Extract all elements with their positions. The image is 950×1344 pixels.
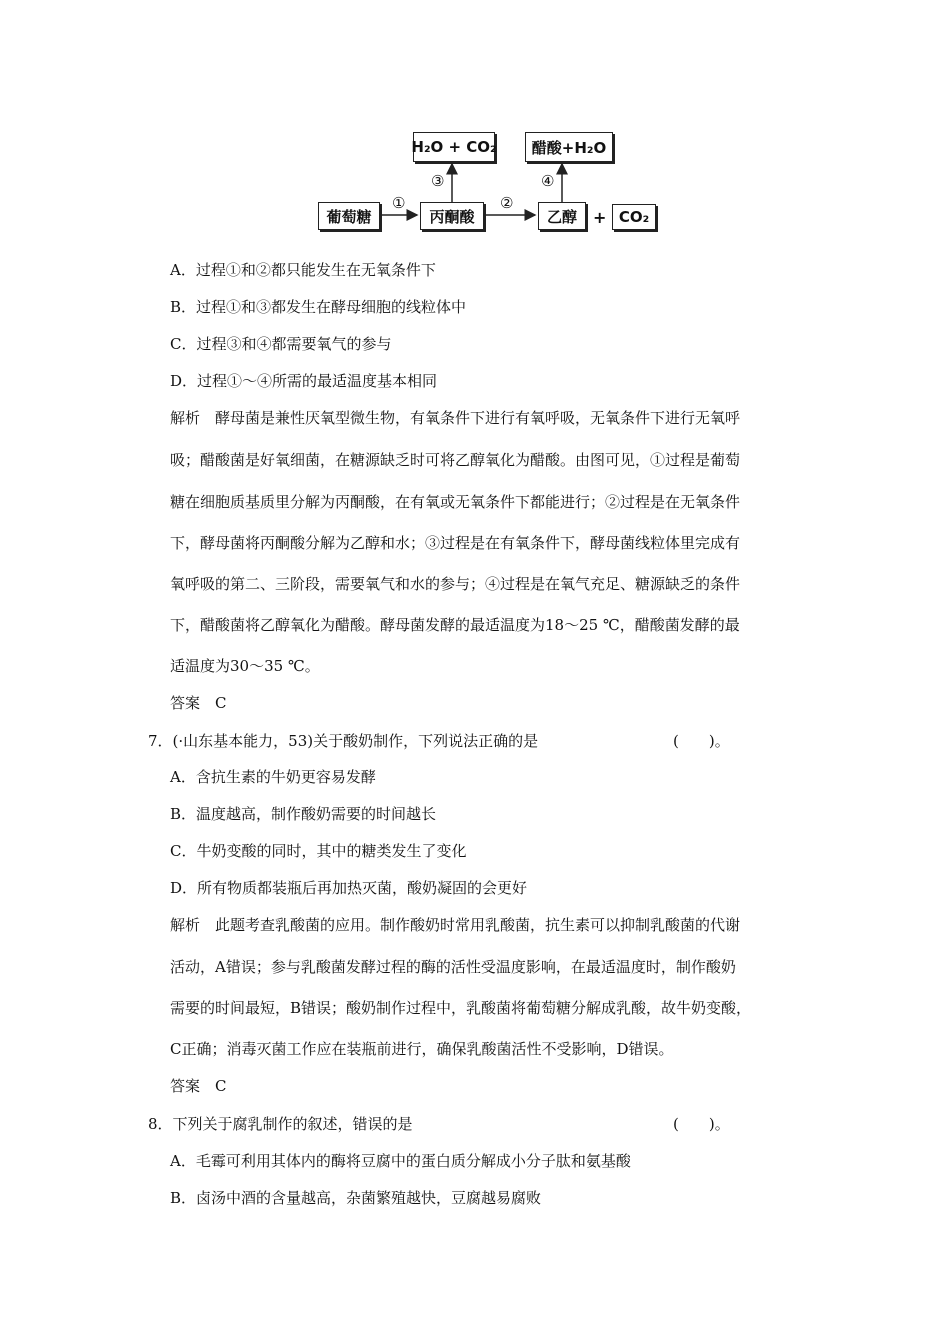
- plus-sign: +: [593, 208, 607, 227]
- q7-stem-text: 7．(·山东基本能力，53)关于酸奶制作，下列说法正确的是: [148, 732, 539, 750]
- q8-stem: [148, 1114, 950, 1134]
- box-h2o-co2: H₂O + CO₂: [413, 132, 495, 162]
- q6-option-b: B．过程①和③都发生在酵母细胞的线粒体中: [170, 298, 467, 316]
- q6-analysis-line: 解析 酵母菌是兼性厌氧型微生物，有氧条件下进行有氧呼吸，无氧条件下进行无氧呼: [170, 409, 741, 427]
- q7-option-c: C．牛奶变酸的同时，其中的糖类发生了变化: [170, 842, 467, 860]
- q8-option-a: A．毛霉可利用其体内的酶将豆腐中的蛋白质分解成小分子肽和氨基酸: [170, 1152, 631, 1170]
- box-co2: CO₂: [612, 204, 656, 230]
- q7-analysis-line: 需要的时间最短，B错误；酸奶制作过程中，乳酸菌将葡萄糖分解成乳酸，故牛奶变酸，: [170, 999, 752, 1017]
- step-4-label: ④: [541, 172, 555, 190]
- q6-analysis-line: 下，酵母菌将丙酮酸分解为乙醇和水；③过程是在有氧条件下，酵母菌线粒体里完成有: [170, 534, 741, 552]
- q6-analysis-line: 吸；醋酸菌是好氧细菌，在糖源缺乏时可将乙醇氧化为醋酸。由图可见，①过程是葡萄: [170, 451, 741, 469]
- q7-option-a: A．含抗生素的牛奶更容易发酵: [170, 768, 376, 786]
- q6-analysis-line: 下，醋酸菌将乙醇氧化为醋酸。酵母菌发酵的最适温度为18～25 ℃，醋酸菌发酵的最: [170, 616, 740, 634]
- box-glucose: 葡萄糖: [318, 202, 380, 230]
- q7-analysis-line: 活动，A错误；参与乳酸菌发酵过程的酶的活性受温度影响，在最适温度时，制作酸奶: [170, 958, 736, 976]
- fermentation-pathway-diagram: [300, 120, 680, 240]
- q6-option-a: A．过程①和②都只能发生在无氧条件下: [170, 261, 436, 279]
- q8-answer-blank: ( )。: [673, 1115, 730, 1133]
- step-2-label: ②: [500, 194, 514, 212]
- q7-answer-blank: ( )。: [673, 732, 730, 750]
- box-pyruvate: 丙酮酸: [420, 202, 484, 230]
- q7-option-b: B．温度越高，制作酸奶需要的时间越长: [170, 805, 437, 823]
- box-ethanol: 乙醇: [538, 202, 586, 230]
- q7-option-d: D．所有物质都装瓶后再加热灭菌，酸奶凝固的会更好: [170, 879, 528, 897]
- q8-stem-text: 8．下列关于腐乳制作的叙述，错误的是: [148, 1115, 413, 1133]
- q7-analysis-line: C正确；消毒灭菌工作应在装瓶前进行，确保乳酸菌活性不受影响，D错误。: [170, 1040, 674, 1058]
- q6-option-c: C．过程③和④都需要氧气的参与: [170, 335, 392, 353]
- q7-stem: [148, 731, 950, 751]
- q6-option-d: D．过程①～④所需的最适温度基本相同: [170, 372, 438, 390]
- q6-answer: 答案 C: [170, 694, 227, 712]
- step-1-label: ①: [392, 194, 406, 212]
- q6-analysis-line: 糖在细胞质基质里分解为丙酮酸，在有氧或无氧条件下都能进行；②过程是在无氧条件: [170, 493, 741, 511]
- q7-answer: 答案 C: [170, 1077, 227, 1095]
- q6-analysis-line: 适温度为30～35 ℃。: [170, 657, 320, 675]
- q8-option-b: B．卤汤中酒的含量越高，杂菌繁殖越快，豆腐越易腐败: [170, 1189, 542, 1207]
- q6-analysis-line: 氧呼吸的第二、三阶段，需要氧气和水的参与；④过程是在氧气充足、糖源缺乏的条件: [170, 575, 741, 593]
- box-acetic-acid-h2o: 醋酸+H₂O: [525, 132, 613, 162]
- q7-analysis-line: 解析 此题考查乳酸菌的应用。制作酸奶时常用乳酸菌，抗生素可以抑制乳酸菌的代谢: [170, 916, 741, 934]
- step-3-label: ③: [431, 172, 445, 190]
